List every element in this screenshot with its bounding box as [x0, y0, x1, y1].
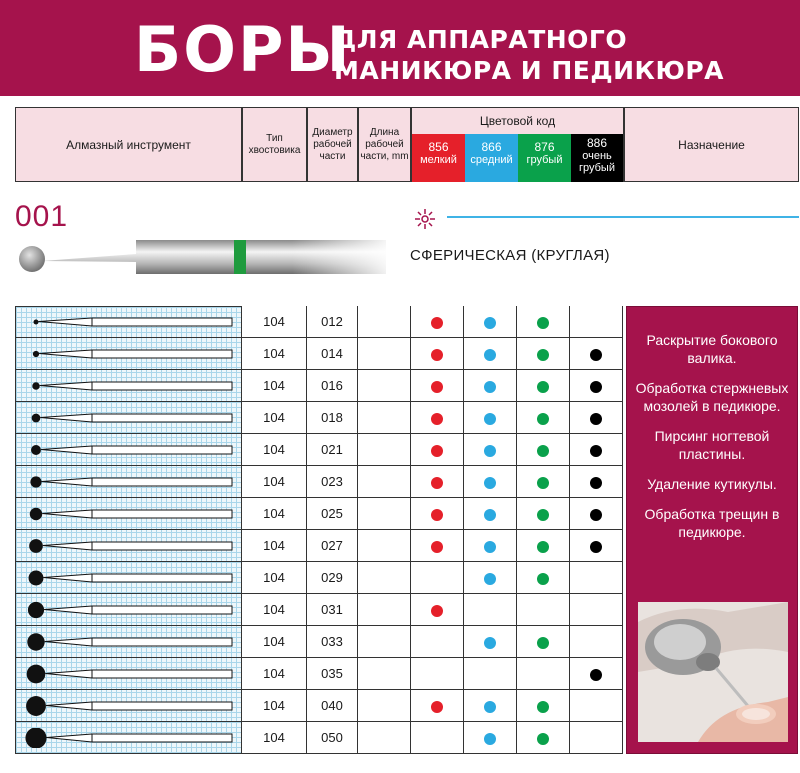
grit-label: очень грубый [579, 150, 615, 174]
grit-swatch-fine [412, 134, 465, 182]
grit-swatch-medium [465, 134, 518, 182]
table-row [15, 466, 624, 498]
grit-cell [464, 530, 517, 562]
grit-dot [484, 733, 496, 745]
grit-dot [537, 477, 549, 489]
grit-dot [431, 701, 443, 713]
bur-drawing [22, 664, 242, 684]
bur-drawing-cell [15, 626, 242, 658]
grit-dot [484, 381, 496, 393]
length-cell [358, 530, 411, 562]
grit-cell [411, 690, 464, 722]
shape-name: СФЕРИЧЕСКАЯ (КРУГЛАЯ) [410, 247, 610, 264]
grit-cell [517, 402, 570, 434]
grit-dot [590, 445, 602, 457]
bur-drawing-cell [15, 338, 242, 370]
grit-cell [464, 306, 517, 338]
grit-dot [590, 477, 602, 489]
grit-swatch-coarse [518, 134, 571, 182]
shank-cell: 104 [242, 402, 307, 434]
grit-cell [517, 434, 570, 466]
bur-photo [16, 232, 396, 280]
diameter-cell: 033 [307, 626, 358, 658]
diameter-cell: 016 [307, 370, 358, 402]
title-banner [0, 0, 800, 96]
grit-code: 866 [481, 140, 502, 154]
length-cell [358, 658, 411, 690]
length-cell [358, 498, 411, 530]
grit-dot [431, 477, 443, 489]
grit-cell [464, 402, 517, 434]
grit-cell [411, 594, 464, 626]
table-row [15, 690, 624, 722]
grit-cell [570, 434, 623, 466]
grit-cell [464, 626, 517, 658]
bur-drawing-cell [15, 530, 242, 562]
shank-cell: 104 [242, 626, 307, 658]
grit-cell [464, 498, 517, 530]
grit-dot [590, 413, 602, 425]
bur-drawing [22, 408, 242, 428]
grit-dot [537, 413, 549, 425]
grit-dot [484, 701, 496, 713]
table-row [15, 594, 624, 626]
table-row [15, 434, 624, 466]
table-row [15, 530, 624, 562]
grit-cell [517, 690, 570, 722]
table-row [15, 402, 624, 434]
grit-dot [537, 381, 549, 393]
grit-cell [517, 562, 570, 594]
shank-cell: 104 [242, 530, 307, 562]
shank-cell: 104 [242, 434, 307, 466]
length-cell [358, 402, 411, 434]
table-row [15, 338, 624, 370]
grit-dot [431, 317, 443, 329]
purpose-list [627, 331, 797, 553]
bur-drawing [22, 472, 242, 492]
grit-cell [411, 498, 464, 530]
bur-drawing [22, 696, 242, 716]
purpose-panel [626, 306, 798, 754]
diameter-cell: 023 [307, 466, 358, 498]
bur-drawing [22, 568, 242, 588]
header-diameter: Диаметр рабочей части [307, 107, 358, 182]
color-code-title: Цветовой код [479, 114, 556, 128]
length-cell [358, 722, 411, 754]
grit-dot [537, 349, 549, 361]
banner-subtitle-line-1: ДЛЯ АППАРАТНОГО [334, 25, 628, 54]
bur-drawing-cell [15, 562, 242, 594]
bur-drawing-cell [15, 434, 242, 466]
grit-cell [464, 690, 517, 722]
grit-label: мелкий [420, 154, 457, 166]
grit-cell [570, 626, 623, 658]
grit-cell [517, 658, 570, 690]
grit-cell [570, 498, 623, 530]
grit-dot [484, 509, 496, 521]
shank-cell: 104 [242, 498, 307, 530]
length-cell [358, 690, 411, 722]
grit-cell [570, 658, 623, 690]
shank-cell: 104 [242, 722, 307, 754]
grit-cell [464, 658, 517, 690]
grit-dot [590, 509, 602, 521]
grit-cell [517, 626, 570, 658]
banner-title: БОРЫ [134, 13, 352, 86]
diameter-cell: 014 [307, 338, 358, 370]
grit-cell [570, 562, 623, 594]
grit-dot [431, 381, 443, 393]
bur-drawing-cell [15, 402, 242, 434]
grit-cell [570, 530, 623, 562]
shank-cell: 104 [242, 658, 307, 690]
grit-cell [570, 690, 623, 722]
grit-dot [431, 445, 443, 457]
grit-code: 876 [534, 140, 555, 154]
header-color-code [411, 107, 624, 182]
divider-line [447, 216, 799, 218]
table-row [15, 306, 624, 338]
diameter-cell: 012 [307, 306, 358, 338]
length-cell [358, 594, 411, 626]
shank-cell: 104 [242, 562, 307, 594]
grit-cell [570, 402, 623, 434]
grit-cell [517, 498, 570, 530]
grit-cell [411, 626, 464, 658]
header-purpose: Назначение [624, 107, 799, 182]
grit-cell [464, 370, 517, 402]
grit-cell [570, 466, 623, 498]
diameter-cell: 040 [307, 690, 358, 722]
grit-dot [484, 637, 496, 649]
grit-cell [517, 466, 570, 498]
grit-dot [537, 637, 549, 649]
grit-dot [537, 541, 549, 553]
grit-dot [484, 317, 496, 329]
grit-cell [517, 370, 570, 402]
grit-cell [570, 306, 623, 338]
diameter-cell: 029 [307, 562, 358, 594]
grit-cell [570, 370, 623, 402]
grit-dot [537, 701, 549, 713]
grit-cell [411, 530, 464, 562]
shank-cell: 104 [242, 690, 307, 722]
grit-dot [590, 349, 602, 361]
grit-cell [517, 530, 570, 562]
banner-subtitle [334, 24, 724, 86]
bur-drawing-cell [15, 722, 242, 754]
bur-drawing-cell [15, 690, 242, 722]
grit-cell [411, 722, 464, 754]
ornament-icon [410, 208, 440, 230]
grit-cell [517, 594, 570, 626]
table-row [15, 658, 624, 690]
bur-drawing-cell [15, 498, 242, 530]
bur-drawing [22, 632, 242, 652]
grit-dot [537, 573, 549, 585]
purpose-item: Обработка стержневых мозолей в педикюре. [635, 380, 789, 414]
grit-cell [411, 370, 464, 402]
length-cell [358, 306, 411, 338]
grit-cell [570, 722, 623, 754]
bur-drawing-cell [15, 466, 242, 498]
diameter-cell: 018 [307, 402, 358, 434]
grit-dot [590, 381, 602, 393]
grit-dot [484, 413, 496, 425]
diameter-cell: 027 [307, 530, 358, 562]
grit-dot [431, 509, 443, 521]
grit-dot [537, 509, 549, 521]
grit-dot [537, 445, 549, 457]
grit-cell [464, 594, 517, 626]
bur-drawing [22, 376, 242, 396]
grit-cell [517, 338, 570, 370]
bur-drawing [22, 312, 242, 332]
bur-drawing-cell [15, 370, 242, 402]
bur-drawing [22, 728, 242, 748]
bur-drawing [22, 440, 242, 460]
grit-dot [484, 541, 496, 553]
length-cell [358, 626, 411, 658]
header-tool: Алмазный инструмент [15, 107, 242, 182]
table-row [15, 722, 624, 754]
shank-cell: 104 [242, 594, 307, 626]
grit-dot [590, 541, 602, 553]
grit-dot [484, 445, 496, 457]
grit-label: средний [470, 154, 513, 166]
grit-dot [484, 349, 496, 361]
bur-drawing [22, 504, 242, 524]
grit-code: 886 [586, 136, 608, 150]
table-row [15, 562, 624, 594]
grit-code: 856 [428, 140, 449, 154]
bur-drawing [22, 536, 242, 556]
grit-cell [464, 722, 517, 754]
header-length: Длина рабочей части, mm [358, 107, 411, 182]
table-row [15, 498, 624, 530]
diameter-cell: 021 [307, 434, 358, 466]
product-code: 001 [15, 200, 69, 233]
grit-dot [484, 573, 496, 585]
diameter-cell: 025 [307, 498, 358, 530]
grit-cell [464, 338, 517, 370]
grit-cell [517, 722, 570, 754]
length-cell [358, 466, 411, 498]
header-shank: Тип хвостовика [242, 107, 307, 182]
grit-cell [570, 338, 623, 370]
shank-cell: 104 [242, 370, 307, 402]
length-cell [358, 338, 411, 370]
grit-dot [431, 349, 443, 361]
shank-cell: 104 [242, 338, 307, 370]
grit-cell [411, 658, 464, 690]
table-row [15, 370, 624, 402]
purpose-item: Пирсинг ногтевой пластины. [654, 428, 770, 462]
banner-subtitle-line-2: МАНИКЮРА И ПЕДИКЮРА [334, 56, 724, 85]
diameter-cell: 031 [307, 594, 358, 626]
purpose-item: Раскрытие бокового валика. [646, 332, 778, 366]
bur-drawing [22, 344, 242, 364]
grit-cell [517, 306, 570, 338]
grit-cell [411, 338, 464, 370]
grit-dot [484, 477, 496, 489]
grit-dot [537, 733, 549, 745]
grit-dot [590, 669, 602, 681]
grit-cell [464, 434, 517, 466]
grit-dot [431, 413, 443, 425]
bur-drawing-cell [15, 306, 242, 338]
shank-cell: 104 [242, 466, 307, 498]
bur-drawing-cell [15, 594, 242, 626]
bur-drawing-cell [15, 658, 242, 690]
grit-cell [570, 594, 623, 626]
length-cell [358, 562, 411, 594]
table-row [15, 626, 624, 658]
length-cell [358, 370, 411, 402]
manicure-photo [638, 602, 788, 742]
grit-cell [464, 466, 517, 498]
grit-cell [411, 434, 464, 466]
grit-cell [411, 402, 464, 434]
diameter-cell: 035 [307, 658, 358, 690]
length-cell [358, 434, 411, 466]
shank-cell: 104 [242, 306, 307, 338]
grit-dot [431, 605, 443, 617]
purpose-item: Обработка трещин в педикюре. [644, 506, 780, 540]
grit-swatch-very-coarse [571, 134, 623, 182]
grit-dot [537, 317, 549, 329]
bur-drawing [22, 600, 242, 620]
grit-cell [411, 306, 464, 338]
grit-dot [431, 541, 443, 553]
diameter-cell: 050 [307, 722, 358, 754]
grit-label: грубый [526, 154, 563, 166]
purpose-item: Удаление кутикулы. [647, 476, 777, 492]
grit-cell [411, 562, 464, 594]
grit-cell [411, 466, 464, 498]
grit-cell [464, 562, 517, 594]
